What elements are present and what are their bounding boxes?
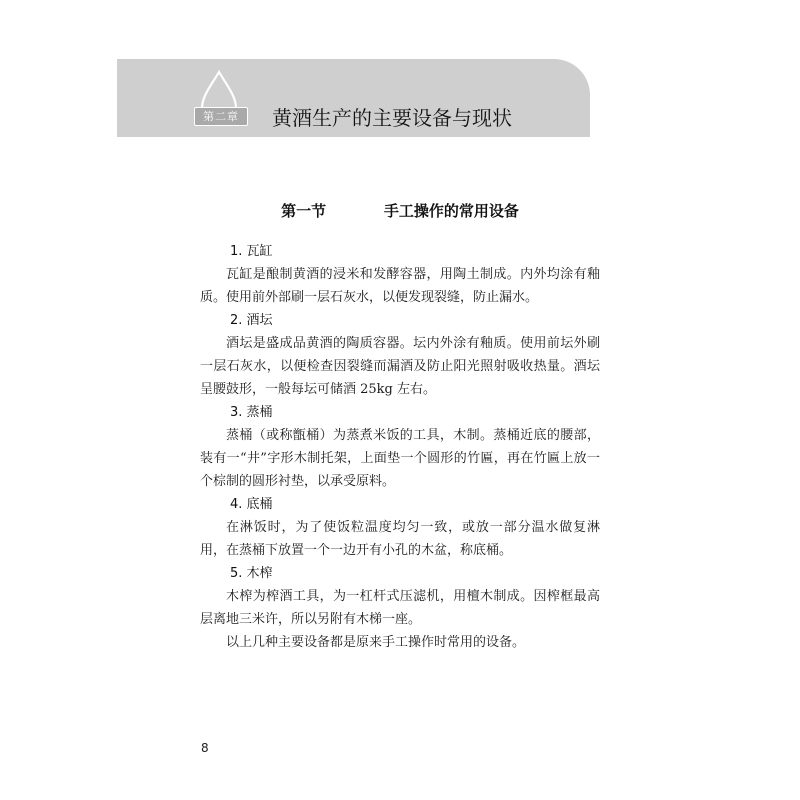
item-heading: 2. 酒坛 <box>230 313 273 328</box>
body-content <box>200 240 600 654</box>
item-paragraph: 木榨为榨酒工具，为一杠杆式压滤机，用檀木制成。因榨框最高层离地三米许，所以另附有木梯一座。 <box>200 589 600 627</box>
item-paragraph: 瓦缸是酿制黄酒的浸米和发酵容器，用陶土制成。内外均涂有釉质。使用前外部刷一层石灰水，以便发现裂缝，防止漏水。 <box>200 267 600 305</box>
equipment-item <box>200 309 600 401</box>
equipment-item <box>200 562 600 654</box>
item-heading: 4. 底桶 <box>230 497 273 512</box>
item-paragraph: 酒坛是盛成品黄酒的陶质容器。坛内外涂有釉质。使用前坛外刷一层石灰水，以便检查因裂缝而漏酒及防止阳光照射吸收热量。酒坛呈腰鼓形，一般每坛可储酒 25kg 左右。 <box>200 336 600 397</box>
equipment-item <box>200 493 600 562</box>
item-paragraph: 在淋饭时，为了使饭粒温度均匀一致，或放一部分温水做复淋用，在蒸桶下放置一个一边开有小孔的木盆，称底桶。 <box>200 520 600 558</box>
summary-paragraph: 以上几种主要设备都是原来手工操作时常用的设备。 <box>226 635 526 650</box>
equipment-item <box>200 240 600 309</box>
item-heading: 1. 瓦缸 <box>230 244 273 259</box>
chapter-label: 第二章 <box>194 107 248 126</box>
item-heading: 5. 木榨 <box>230 566 273 581</box>
page-number: 8 <box>201 741 209 755</box>
chapter-title: 黄酒生产的主要设备与现状 <box>272 106 512 130</box>
section-title: 第一节 手工操作的常用设备 <box>281 202 519 220</box>
item-heading: 3. 蒸桶 <box>230 405 273 420</box>
item-paragraph: 蒸桶（或称甑桶）为蒸煮米饭的工具，木制。蒸桶近底的腰部，装有一“井”字形木制托架，上面垫一个圆形的竹匾，再在竹匾上放一个棕制的圆形衬垫，以承受原料。 <box>200 428 600 489</box>
equipment-item <box>200 401 600 493</box>
